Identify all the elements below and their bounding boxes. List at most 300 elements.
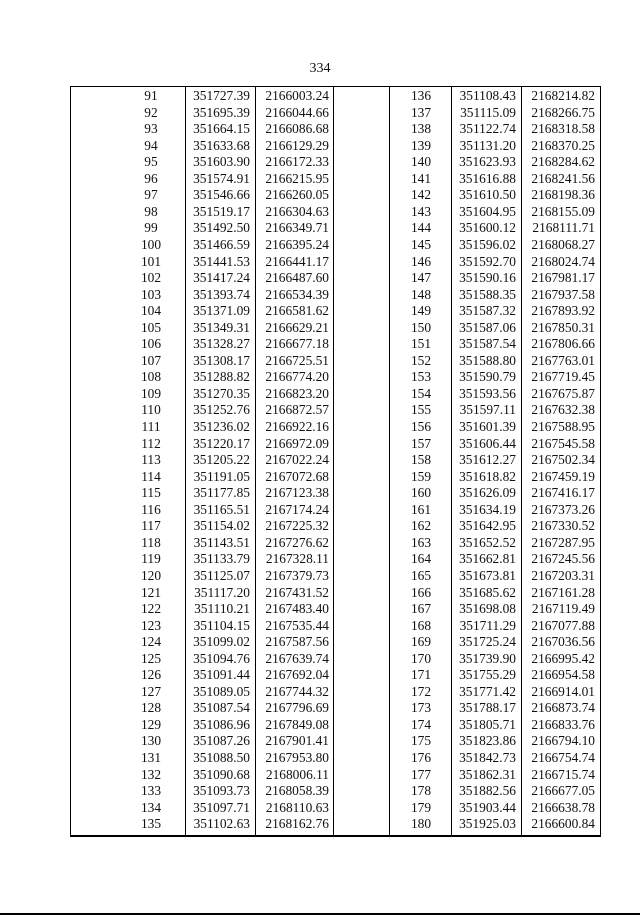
y-coordinate: 2167953.80 xyxy=(265,750,329,765)
point-number: 143 xyxy=(410,203,432,219)
x-coordinate: 351393.74 xyxy=(193,286,250,302)
x-coordinate: 351642.95 xyxy=(459,518,516,534)
y-coordinate: 2167937.58 xyxy=(531,286,595,302)
point-number: 141 xyxy=(410,170,432,186)
y-coordinate: 2167161.28 xyxy=(531,584,595,600)
x-coordinate: 351610.50 xyxy=(459,187,516,203)
y-coordinate: 2167225.32 xyxy=(265,518,329,534)
y-coordinate: 2167719.45 xyxy=(531,369,595,385)
y-coordinate: 2166922.16 xyxy=(265,419,329,434)
y-coordinate: 2167587.56 xyxy=(265,634,329,650)
x-coordinate: 351108.43 xyxy=(459,88,516,103)
x-coordinate: 351862.31 xyxy=(459,766,516,782)
table-row xyxy=(71,733,600,749)
x-coordinate: 351604.95 xyxy=(459,203,516,219)
point-number: 151 xyxy=(410,336,432,352)
table-row xyxy=(71,88,600,104)
point-number: 155 xyxy=(410,402,432,418)
x-coordinate: 351606.44 xyxy=(459,435,516,451)
y-coordinate: 2168111.71 xyxy=(532,220,595,236)
y-coordinate: 2166677.05 xyxy=(531,783,595,799)
y-coordinate: 2166954.58 xyxy=(531,667,595,683)
point-number: 178 xyxy=(410,783,432,799)
x-coordinate: 351600.12 xyxy=(459,220,516,236)
y-coordinate: 2167022.24 xyxy=(265,452,329,468)
x-coordinate: 351695.39 xyxy=(193,104,250,120)
y-coordinate: 2167535.44 xyxy=(265,617,329,633)
y-coordinate: 2167077.88 xyxy=(531,617,595,633)
table-row xyxy=(71,568,600,584)
point-number: 172 xyxy=(410,683,432,699)
y-coordinate: 2166629.21 xyxy=(265,319,329,335)
x-coordinate: 351587.54 xyxy=(459,336,516,352)
x-coordinate: 351117.20 xyxy=(194,584,250,600)
x-coordinate: 351220.17 xyxy=(193,435,250,451)
table-row xyxy=(71,551,600,567)
table-row xyxy=(71,237,600,253)
point-number: 94 xyxy=(144,137,158,153)
point-number: 180 xyxy=(410,816,432,832)
y-coordinate: 2166774.20 xyxy=(265,369,329,385)
table-row xyxy=(71,585,600,601)
x-coordinate: 351125.07 xyxy=(193,567,250,583)
x-coordinate: 351492.50 xyxy=(193,220,250,236)
point-number: 145 xyxy=(410,236,432,252)
point-number: 140 xyxy=(410,154,432,170)
table-row xyxy=(71,320,600,336)
y-coordinate: 2167639.74 xyxy=(265,650,329,666)
y-coordinate: 2167373.26 xyxy=(531,501,595,517)
y-coordinate: 2167632.38 xyxy=(531,402,595,418)
point-number: 162 xyxy=(410,518,432,534)
x-coordinate: 351725.24 xyxy=(459,634,516,650)
table-row xyxy=(71,303,600,319)
x-coordinate: 351546.66 xyxy=(193,187,250,203)
point-number: 136 xyxy=(410,88,432,103)
point-number: 126 xyxy=(140,667,162,683)
y-coordinate: 2166823.20 xyxy=(265,385,329,401)
point-number: 119 xyxy=(141,551,161,567)
point-number: 114 xyxy=(141,468,161,484)
y-coordinate: 2166395.24 xyxy=(265,236,329,252)
table-row xyxy=(71,667,600,683)
y-coordinate: 2166914.01 xyxy=(531,683,595,699)
x-coordinate: 351662.81 xyxy=(459,551,516,567)
point-number: 177 xyxy=(410,766,432,782)
table-bottom-border xyxy=(71,835,600,836)
x-coordinate: 351270.35 xyxy=(193,385,250,401)
x-coordinate: 351925.03 xyxy=(459,816,516,832)
point-number: 133 xyxy=(140,783,162,799)
x-coordinate: 351288.82 xyxy=(193,369,250,385)
y-coordinate: 2166003.24 xyxy=(265,88,329,103)
y-coordinate: 2167850.31 xyxy=(531,319,595,335)
point-number: 118 xyxy=(141,534,161,550)
x-coordinate: 351115.09 xyxy=(460,104,516,120)
table-row xyxy=(71,634,600,650)
x-coordinate: 351417.24 xyxy=(193,270,250,286)
point-number: 120 xyxy=(140,567,162,583)
y-coordinate: 2166349.71 xyxy=(265,220,329,236)
point-number: 124 xyxy=(140,634,162,650)
x-coordinate: 351596.02 xyxy=(459,236,516,252)
x-coordinate: 351308.17 xyxy=(193,352,250,368)
y-coordinate: 2167901.41 xyxy=(265,733,329,749)
y-coordinate: 2167379.73 xyxy=(265,567,329,583)
y-coordinate: 2166754.74 xyxy=(531,750,595,765)
page-footer-rule xyxy=(0,913,640,915)
point-number: 111 xyxy=(141,419,161,434)
y-coordinate: 2167796.69 xyxy=(265,700,329,716)
x-coordinate: 351519.17 xyxy=(193,203,250,219)
x-coordinate: 351091.44 xyxy=(193,667,250,683)
point-number: 156 xyxy=(410,419,432,434)
point-number: 170 xyxy=(410,650,432,666)
y-coordinate: 2166600.84 xyxy=(531,816,595,832)
y-coordinate: 2167416.17 xyxy=(531,485,595,501)
table-row xyxy=(71,750,600,766)
point-number: 154 xyxy=(410,385,432,401)
x-coordinate: 351236.02 xyxy=(193,419,250,434)
y-coordinate: 2166172.33 xyxy=(265,154,329,170)
x-coordinate: 351623.93 xyxy=(459,154,516,170)
page-number: 334 xyxy=(309,61,331,76)
point-number: 127 xyxy=(140,683,162,699)
table-row xyxy=(71,121,600,137)
table-row xyxy=(71,105,600,121)
x-coordinate: 351590.79 xyxy=(459,369,516,385)
point-number: 105 xyxy=(140,319,162,335)
table-row xyxy=(71,767,600,783)
point-number: 91 xyxy=(144,88,158,103)
point-number: 164 xyxy=(410,551,432,567)
table-row xyxy=(71,469,600,485)
table-row xyxy=(71,187,600,203)
y-coordinate: 2168198.36 xyxy=(531,187,595,203)
point-number: 152 xyxy=(410,352,432,368)
y-coordinate: 2168370.25 xyxy=(531,137,595,153)
point-number: 165 xyxy=(410,567,432,583)
table-row xyxy=(71,535,600,551)
y-coordinate: 2168024.74 xyxy=(531,253,595,269)
x-coordinate: 351133.79 xyxy=(193,551,250,567)
point-number: 158 xyxy=(410,452,432,468)
x-coordinate: 351441.53 xyxy=(193,253,250,269)
table-row xyxy=(71,171,600,187)
point-number: 113 xyxy=(141,452,161,468)
point-number: 173 xyxy=(410,700,432,716)
x-coordinate: 351154.02 xyxy=(193,518,250,534)
x-coordinate: 351328.27 xyxy=(193,336,250,352)
y-coordinate: 2167849.08 xyxy=(265,716,329,732)
point-number: 110 xyxy=(141,402,161,418)
table-row xyxy=(71,684,600,700)
point-number: 163 xyxy=(410,534,432,550)
x-coordinate: 351122.74 xyxy=(459,121,516,137)
point-number: 175 xyxy=(410,733,432,749)
x-coordinate: 351755.29 xyxy=(459,667,516,683)
point-number: 97 xyxy=(144,187,158,203)
x-coordinate: 351842.73 xyxy=(459,750,516,765)
x-coordinate: 351603.90 xyxy=(193,154,250,170)
y-coordinate: 2168058.39 xyxy=(265,783,329,799)
coordinate-table xyxy=(70,86,601,837)
x-coordinate: 351823.86 xyxy=(459,733,516,749)
y-coordinate: 2166873.74 xyxy=(531,700,595,716)
point-number: 129 xyxy=(140,716,162,732)
x-coordinate: 351574.91 xyxy=(193,170,250,186)
x-coordinate: 351788.17 xyxy=(459,700,516,716)
x-coordinate: 351739.90 xyxy=(459,650,516,666)
x-coordinate: 351597.11 xyxy=(459,402,516,418)
table-row xyxy=(71,601,600,617)
y-coordinate: 2166581.62 xyxy=(265,303,329,319)
table-row xyxy=(71,402,600,418)
point-number: 128 xyxy=(140,700,162,716)
y-coordinate: 2168162.76 xyxy=(265,816,329,832)
y-coordinate: 2167203.31 xyxy=(531,567,595,583)
x-coordinate: 351252.76 xyxy=(193,402,250,418)
point-number: 107 xyxy=(140,352,162,368)
y-coordinate: 2167763.01 xyxy=(531,352,595,368)
table-row xyxy=(71,270,600,286)
point-number: 102 xyxy=(140,270,162,286)
x-coordinate: 351588.35 xyxy=(459,286,516,302)
point-number: 117 xyxy=(141,518,161,534)
point-number: 132 xyxy=(140,766,162,782)
point-number: 159 xyxy=(410,468,432,484)
point-number: 174 xyxy=(410,716,432,732)
point-number: 103 xyxy=(140,286,162,302)
y-coordinate: 2166972.09 xyxy=(265,435,329,451)
y-coordinate: 2167806.66 xyxy=(531,336,595,352)
y-coordinate: 2166304.63 xyxy=(265,203,329,219)
x-coordinate: 351633.68 xyxy=(193,137,250,153)
point-number: 131 xyxy=(140,750,162,765)
table-row xyxy=(71,436,600,452)
point-number: 149 xyxy=(410,303,432,319)
x-coordinate: 351099.02 xyxy=(193,634,250,650)
point-number: 130 xyxy=(140,733,162,749)
table-row xyxy=(71,816,600,832)
y-coordinate: 2167330.52 xyxy=(531,518,595,534)
table-row xyxy=(71,204,600,220)
x-coordinate: 351093.73 xyxy=(193,783,250,799)
x-coordinate: 351587.06 xyxy=(459,319,516,335)
table-row xyxy=(71,518,600,534)
y-coordinate: 2167459.19 xyxy=(531,468,595,484)
x-coordinate: 351587.32 xyxy=(459,303,516,319)
x-coordinate: 351593.56 xyxy=(459,385,516,401)
y-coordinate: 2166833.76 xyxy=(531,716,595,732)
y-coordinate: 2167744.32 xyxy=(265,683,329,699)
x-coordinate: 351177.85 xyxy=(193,485,250,501)
y-coordinate: 2168266.75 xyxy=(531,104,595,120)
y-coordinate: 2168318.58 xyxy=(531,121,595,137)
x-coordinate: 351102.63 xyxy=(193,816,250,832)
x-coordinate: 351104.15 xyxy=(193,617,250,633)
x-coordinate: 351903.44 xyxy=(459,799,516,815)
point-number: 96 xyxy=(144,170,158,186)
y-coordinate: 2166086.68 xyxy=(265,121,329,137)
point-number: 171 xyxy=(410,667,432,683)
x-coordinate: 351191.05 xyxy=(193,468,250,484)
x-coordinate: 351616.88 xyxy=(459,170,516,186)
y-coordinate: 2168155.09 xyxy=(531,203,595,219)
table-row xyxy=(71,287,600,303)
point-number: 176 xyxy=(410,750,432,765)
point-number: 95 xyxy=(144,154,158,170)
point-number: 104 xyxy=(140,303,162,319)
y-coordinate: 2166725.51 xyxy=(265,352,329,368)
y-coordinate: 2167431.52 xyxy=(265,584,329,600)
y-coordinate: 2167276.62 xyxy=(265,534,329,550)
x-coordinate: 351685.62 xyxy=(459,584,516,600)
x-coordinate: 351882.56 xyxy=(459,783,516,799)
y-coordinate: 2168006.11 xyxy=(265,766,329,782)
point-number: 150 xyxy=(410,319,432,335)
table-row xyxy=(71,502,600,518)
point-number: 125 xyxy=(140,650,162,666)
table-row xyxy=(71,369,600,385)
point-number: 169 xyxy=(410,634,432,650)
point-number: 92 xyxy=(144,104,158,120)
table-row xyxy=(71,336,600,352)
y-coordinate: 2167981.17 xyxy=(531,270,595,286)
point-number: 116 xyxy=(141,501,161,517)
point-number: 146 xyxy=(410,253,432,269)
x-coordinate: 351094.76 xyxy=(193,650,250,666)
point-number: 144 xyxy=(410,220,432,236)
x-coordinate: 351771.42 xyxy=(459,683,516,699)
x-coordinate: 351612.27 xyxy=(459,452,516,468)
x-coordinate: 351727.39 xyxy=(193,88,250,103)
y-coordinate: 2166534.39 xyxy=(265,286,329,302)
point-number: 109 xyxy=(140,385,162,401)
point-number: 142 xyxy=(410,187,432,203)
x-coordinate: 351131.20 xyxy=(459,137,516,153)
y-coordinate: 2166441.17 xyxy=(265,253,329,269)
point-number: 101 xyxy=(140,253,162,269)
y-coordinate: 2166872.57 xyxy=(265,402,329,418)
table-row xyxy=(71,353,600,369)
point-number: 100 xyxy=(140,236,162,252)
y-coordinate: 2167545.58 xyxy=(531,435,595,451)
y-coordinate: 2167174.24 xyxy=(265,501,329,517)
point-number: 148 xyxy=(410,286,432,302)
x-coordinate: 351588.80 xyxy=(459,352,516,368)
x-coordinate: 351711.29 xyxy=(459,617,516,633)
table-row xyxy=(71,651,600,667)
point-number: 106 xyxy=(140,336,162,352)
point-number: 112 xyxy=(141,435,161,451)
y-coordinate: 2167328.11 xyxy=(265,551,329,567)
point-number: 153 xyxy=(410,369,432,385)
x-coordinate: 351087.54 xyxy=(193,700,250,716)
y-coordinate: 2167502.34 xyxy=(531,452,595,468)
x-coordinate: 351664.15 xyxy=(193,121,250,137)
point-number: 179 xyxy=(410,799,432,815)
point-number: 108 xyxy=(140,369,162,385)
point-number: 121 xyxy=(140,584,162,600)
table-row xyxy=(71,700,600,716)
point-number: 166 xyxy=(410,584,432,600)
table-row xyxy=(71,452,600,468)
point-number: 123 xyxy=(140,617,162,633)
point-number: 137 xyxy=(410,104,432,120)
point-number: 160 xyxy=(410,485,432,501)
table-row xyxy=(71,386,600,402)
point-number: 115 xyxy=(141,485,161,501)
y-coordinate: 2167483.40 xyxy=(265,601,329,617)
x-coordinate: 351673.81 xyxy=(459,567,516,583)
y-coordinate: 2167692.04 xyxy=(265,667,329,683)
y-coordinate: 2166215.95 xyxy=(265,170,329,186)
x-coordinate: 351590.16 xyxy=(459,270,516,286)
point-number: 157 xyxy=(410,435,432,451)
y-coordinate: 2167119.49 xyxy=(531,601,595,617)
table-row xyxy=(71,254,600,270)
x-coordinate: 351088.50 xyxy=(193,750,250,765)
x-coordinate: 351205.22 xyxy=(193,452,250,468)
point-number: 122 xyxy=(140,601,162,617)
table-row xyxy=(71,485,600,501)
point-number: 138 xyxy=(410,121,432,137)
y-coordinate: 2168068.27 xyxy=(531,236,595,252)
y-coordinate: 2167675.87 xyxy=(531,385,595,401)
x-coordinate: 351143.51 xyxy=(193,534,250,550)
y-coordinate: 2166129.29 xyxy=(265,137,329,153)
y-coordinate: 2166638.78 xyxy=(531,799,595,815)
table-row xyxy=(71,800,600,816)
table-row xyxy=(71,717,600,733)
x-coordinate: 351110.21 xyxy=(194,601,250,617)
x-coordinate: 351618.82 xyxy=(459,468,516,484)
x-coordinate: 351087.26 xyxy=(193,733,250,749)
x-coordinate: 351165.51 xyxy=(193,501,250,517)
x-coordinate: 351805.71 xyxy=(459,716,516,732)
y-coordinate: 2166677.18 xyxy=(265,336,329,352)
table-row xyxy=(71,783,600,799)
x-coordinate: 351349.31 xyxy=(193,319,250,335)
point-number: 168 xyxy=(410,617,432,633)
y-coordinate: 2167588.95 xyxy=(531,419,595,434)
y-coordinate: 2166715.74 xyxy=(531,766,595,782)
y-coordinate: 2167123.38 xyxy=(265,485,329,501)
y-coordinate: 2166794.10 xyxy=(531,733,595,749)
table-row xyxy=(71,419,600,435)
point-number: 93 xyxy=(144,121,158,137)
y-coordinate: 2168110.63 xyxy=(265,799,329,815)
x-coordinate: 351086.96 xyxy=(193,716,250,732)
y-coordinate: 2166044.66 xyxy=(265,104,329,120)
x-coordinate: 351626.09 xyxy=(459,485,516,501)
x-coordinate: 351592.70 xyxy=(459,253,516,269)
y-coordinate: 2166995.42 xyxy=(531,650,595,666)
point-number: 98 xyxy=(144,203,158,219)
y-coordinate: 2166487.60 xyxy=(265,270,329,286)
y-coordinate: 2167893.92 xyxy=(531,303,595,319)
x-coordinate: 351698.08 xyxy=(459,601,516,617)
point-number: 135 xyxy=(140,816,162,832)
point-number: 161 xyxy=(410,501,432,517)
y-coordinate: 2168214.82 xyxy=(531,88,595,103)
table-row xyxy=(71,618,600,634)
y-coordinate: 2167287.95 xyxy=(531,534,595,550)
y-coordinate: 2167245.56 xyxy=(531,551,595,567)
x-coordinate: 351601.39 xyxy=(459,419,516,434)
x-coordinate: 351371.09 xyxy=(193,303,250,319)
